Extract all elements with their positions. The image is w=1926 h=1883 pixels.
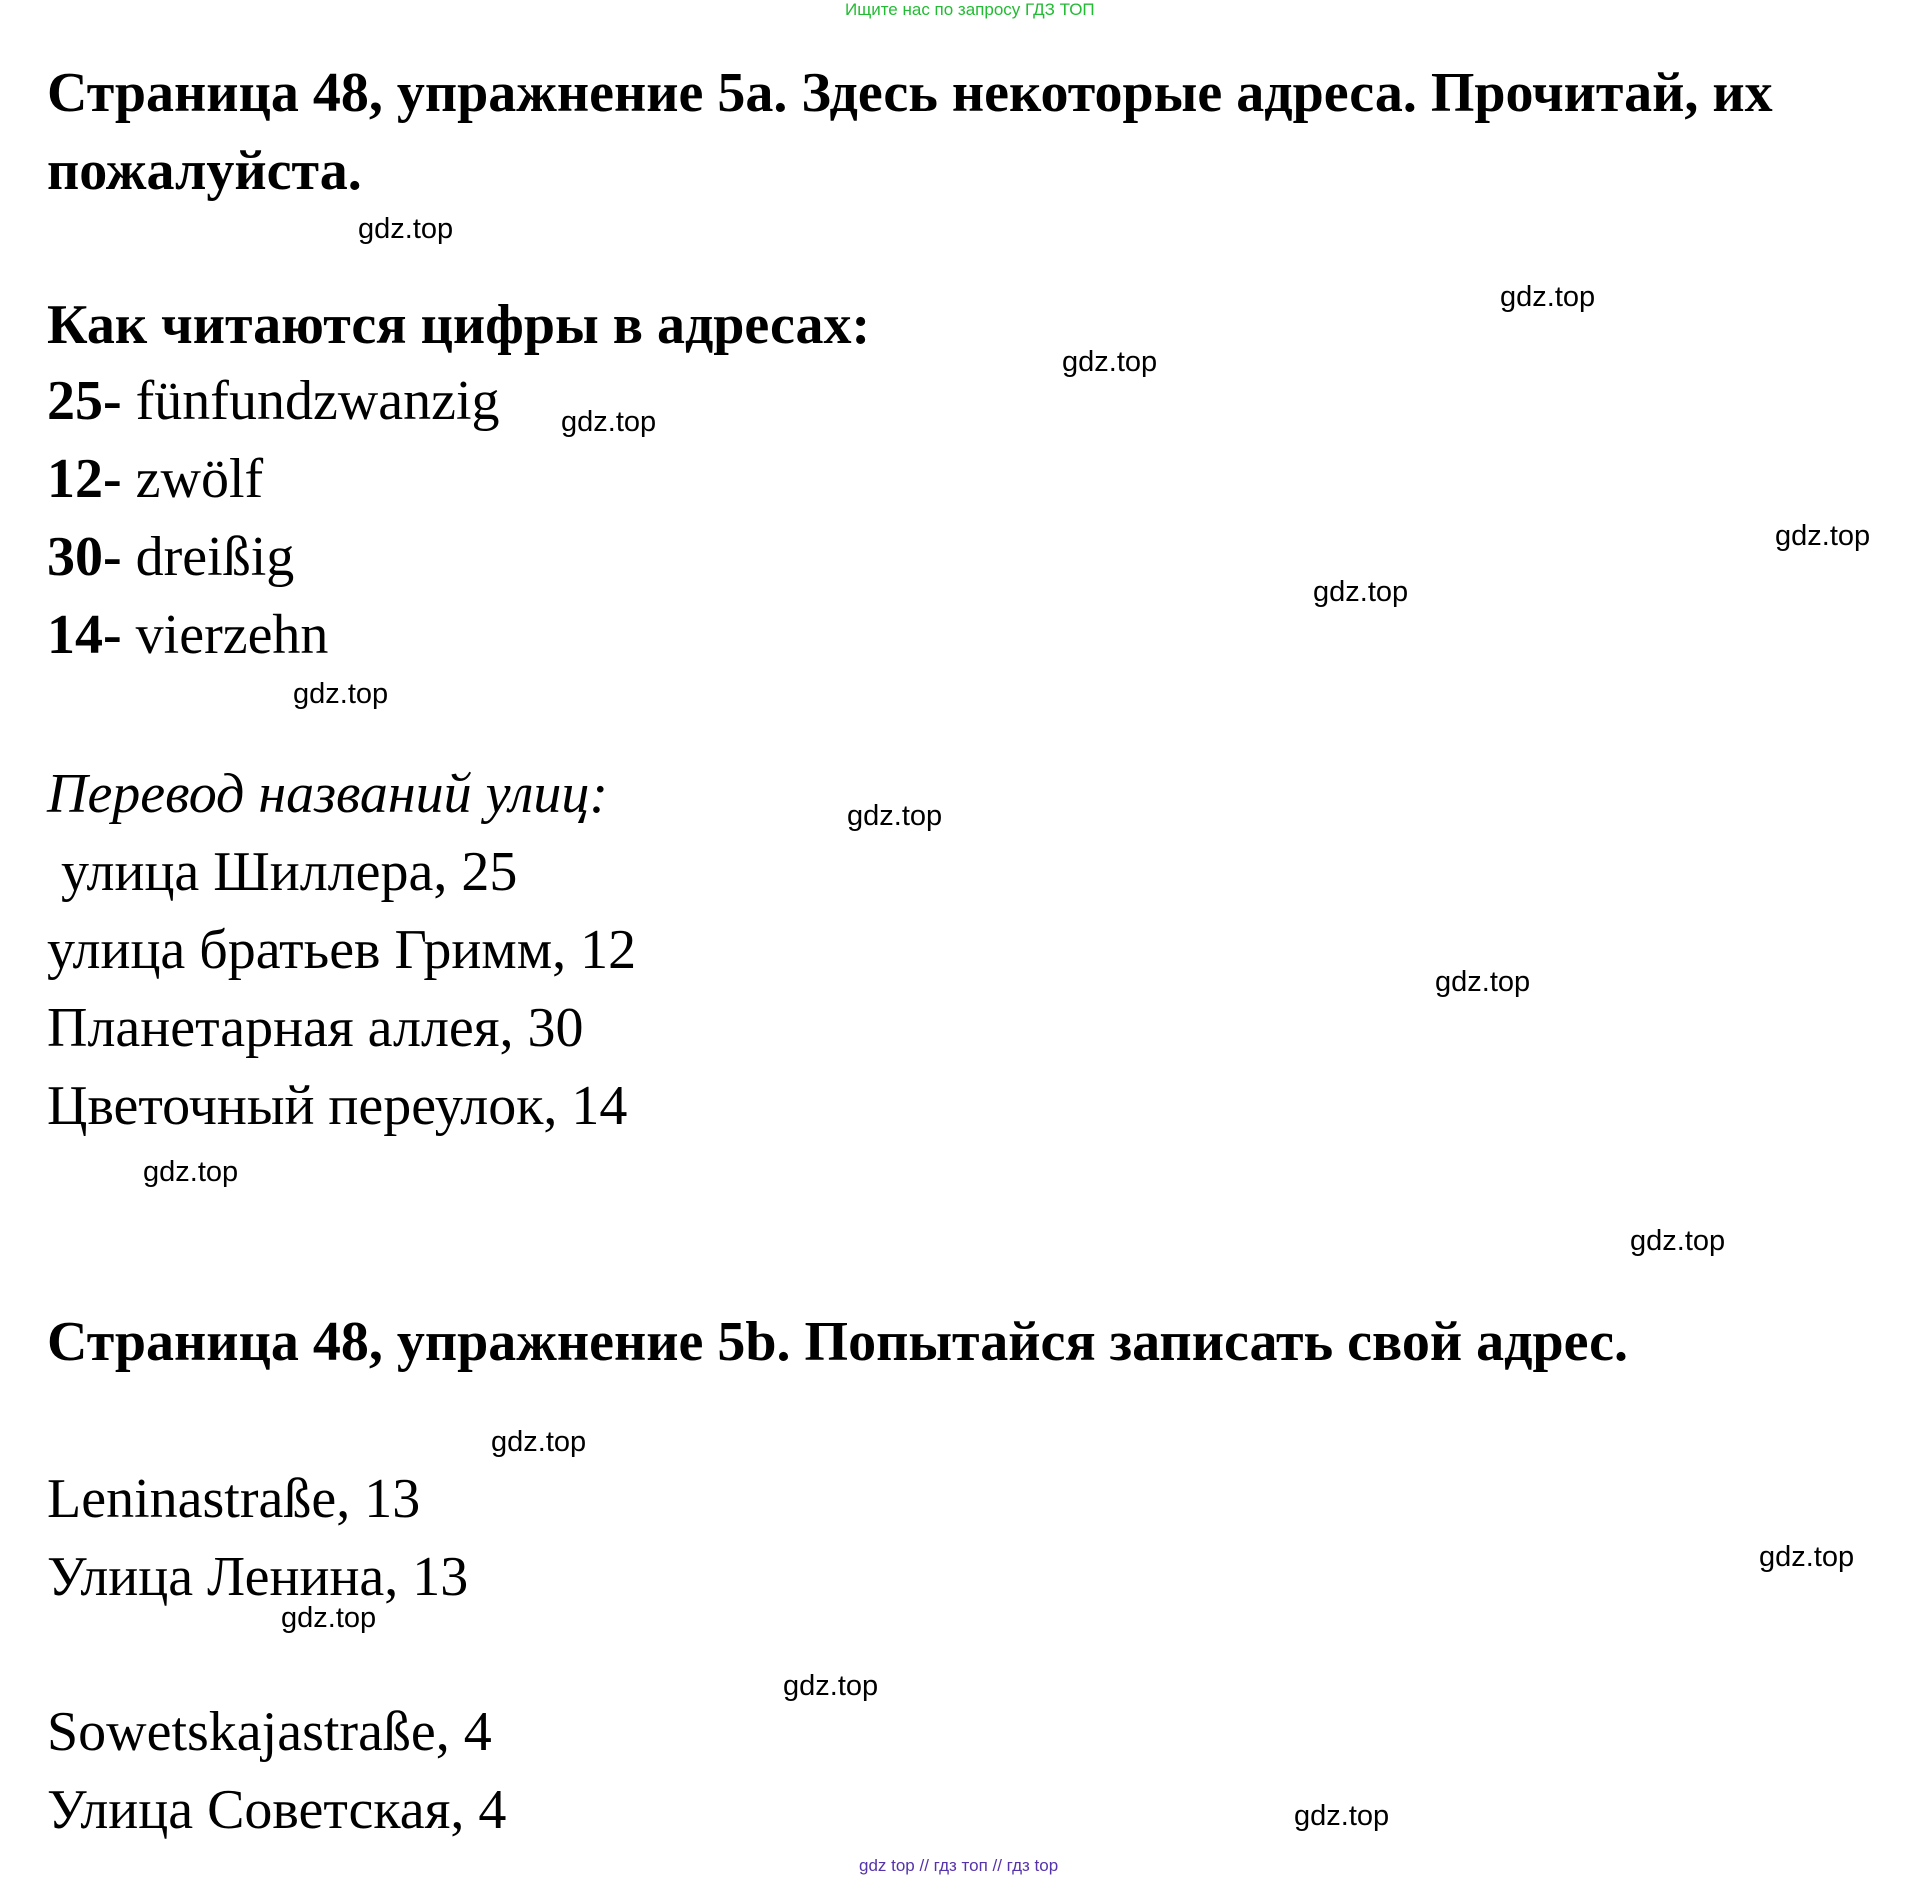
footer: gdz top // гдз топ // гдз top	[859, 1856, 1059, 1875]
number-word: vierzehn	[121, 604, 329, 666]
translation-line: улица братьев Гримм, 12	[47, 919, 637, 981]
translation-line: улица Шиллера, 25	[47, 841, 518, 903]
address-line: Leninastraße, 13	[47, 1468, 421, 1530]
watermark: gdz.top	[1294, 1800, 1390, 1832]
number: 25-	[47, 370, 122, 432]
watermark: gdz.top	[1313, 576, 1409, 608]
number: 14-	[47, 604, 122, 666]
watermark: gdz.top	[491, 1426, 587, 1458]
address-line: Sowetskajastraße, 4	[47, 1701, 492, 1763]
watermark: gdz.top	[143, 1156, 239, 1188]
exercise-5a-heading: Страница 48, упражнение 5a. Здесь некоторые адреса. Прочитай, их пожалуйста.	[47, 62, 1773, 202]
number-line	[47, 369, 500, 433]
translation-title: Перевод названий улиц:	[47, 763, 609, 825]
number: 12-	[47, 448, 122, 510]
exercise-5b-heading: Страница 48, упражнение 5b. Попытайся записать свой адрес.	[47, 1311, 1629, 1373]
watermark: gdz.top	[1775, 520, 1871, 552]
watermark: gdz.top	[281, 1602, 377, 1634]
number-line	[47, 447, 263, 511]
number-line	[47, 603, 328, 667]
watermark: gdz.top	[847, 800, 943, 832]
address-line: Улица Ленина, 13	[47, 1546, 469, 1608]
number: 30-	[47, 526, 122, 588]
numbers-title: Как читаются цифры в адресах:	[47, 294, 871, 356]
watermark: gdz.top	[1630, 1225, 1726, 1257]
translation-line: Планетарная аллея, 30	[47, 997, 584, 1059]
watermark: gdz.top	[1062, 346, 1158, 378]
number-line	[47, 525, 294, 589]
watermark: gdz.top	[293, 678, 389, 710]
number-word: zwölf	[121, 448, 264, 510]
watermark: gdz.top	[783, 1670, 879, 1702]
watermark: gdz.top	[1759, 1541, 1855, 1573]
address-line: Улица Советская, 4	[47, 1779, 507, 1841]
watermark: gdz.top	[1500, 281, 1596, 313]
watermark: gdz.top	[358, 213, 454, 245]
translation-line: Цветочный переулок, 14	[47, 1075, 628, 1137]
top-banner: Ищите нас по запросу ГДЗ ТОП	[845, 0, 1095, 19]
watermark: gdz.top	[561, 406, 657, 438]
number-word: fünfundzwanzig	[121, 370, 500, 432]
watermark: gdz.top	[1435, 966, 1531, 998]
number-word: dreißig	[121, 526, 295, 588]
